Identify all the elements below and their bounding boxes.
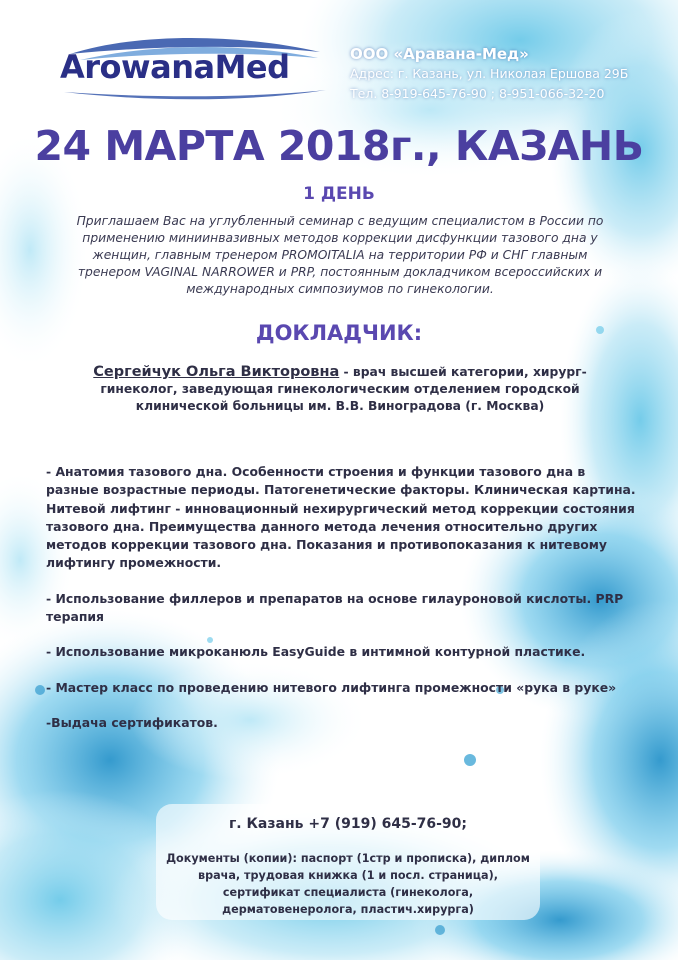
logo-text: ArowanaMed: [60, 48, 290, 86]
contact-box: [156, 804, 540, 920]
speaker-name: Сергейчук Ольга Викторовна: [93, 364, 340, 380]
event-intro-text: Приглашаем Вас на углубленный семинар с ведущим специалистом в России по применению миниинвазивных методов коррекции дисфункции тазового дна у женщин, главным тренером PROMOITALIA на территории РФ и СНГ главным тренером VAGINAL NARROWER и PRP, постоянным докладчиком всероссийских и международных симпозиумов по гинекологии.: [76, 214, 604, 296]
arowanamed-logo: [50, 36, 332, 106]
speaker-heading: ДОКЛАДЧИК:: [255, 321, 423, 345]
company-info: [350, 44, 628, 104]
contact-phone: г. Казань +7 (919) 645-76-90;: [228, 816, 468, 832]
program-item: -Выдача сертификатов.: [46, 714, 218, 730]
speaker-description: - врач высшей категории, хирург-гинеколог, заведующая гинекологическим отделением городской клинической больницы им. В.В. Виноградова (г. Москва): [100, 365, 587, 413]
company-name: ООО «Аравана-Мед»: [350, 45, 529, 63]
program-list: [46, 463, 638, 749]
company-phones: Тел. 8-919-645-76-90 ; 8-951-066-32-20: [350, 86, 605, 101]
program-item: - Мастер класс по проведению нитевого лифтинга промежности «рука в руке»: [46, 679, 617, 695]
program-item: - Использование филлеров и препаратов на основе гилауроновой кислоты. PRP терапия: [46, 590, 624, 625]
required-documents: Документы (копии): паспорт (1стр и прописка), диплом врача, трудовая книжка (1 и посл. страница), сертификат специалиста (гинеколога, дерматовенеролога, пластич.хирурга): [166, 852, 530, 916]
program-item: - Использование микроканюль EasyGuide в интимной контурной пластике.: [46, 644, 586, 660]
event-day-label: 1 ДЕНЬ: [303, 184, 375, 204]
speaker-block: [70, 364, 610, 415]
event-date-title: 24 МАРТА 2018г., КАЗАНЬ: [34, 122, 644, 170]
company-address: Адрес: г. Казань, ул. Николая Ершова 29Б: [350, 66, 629, 81]
program-item: - Анатомия тазового дна. Особенности строения и функции тазового дна в разные возрастные периоды. Патогенетические факторы. Клиническая картина. Нитевой лифтинг - инновационный нехирургический метод коррекции состояния тазового дна. Преимущества данного метода лечения относительно других методов коррекции тазового дна. Показания и противопоказания к нитевому лифтингу промежности.: [46, 464, 636, 571]
